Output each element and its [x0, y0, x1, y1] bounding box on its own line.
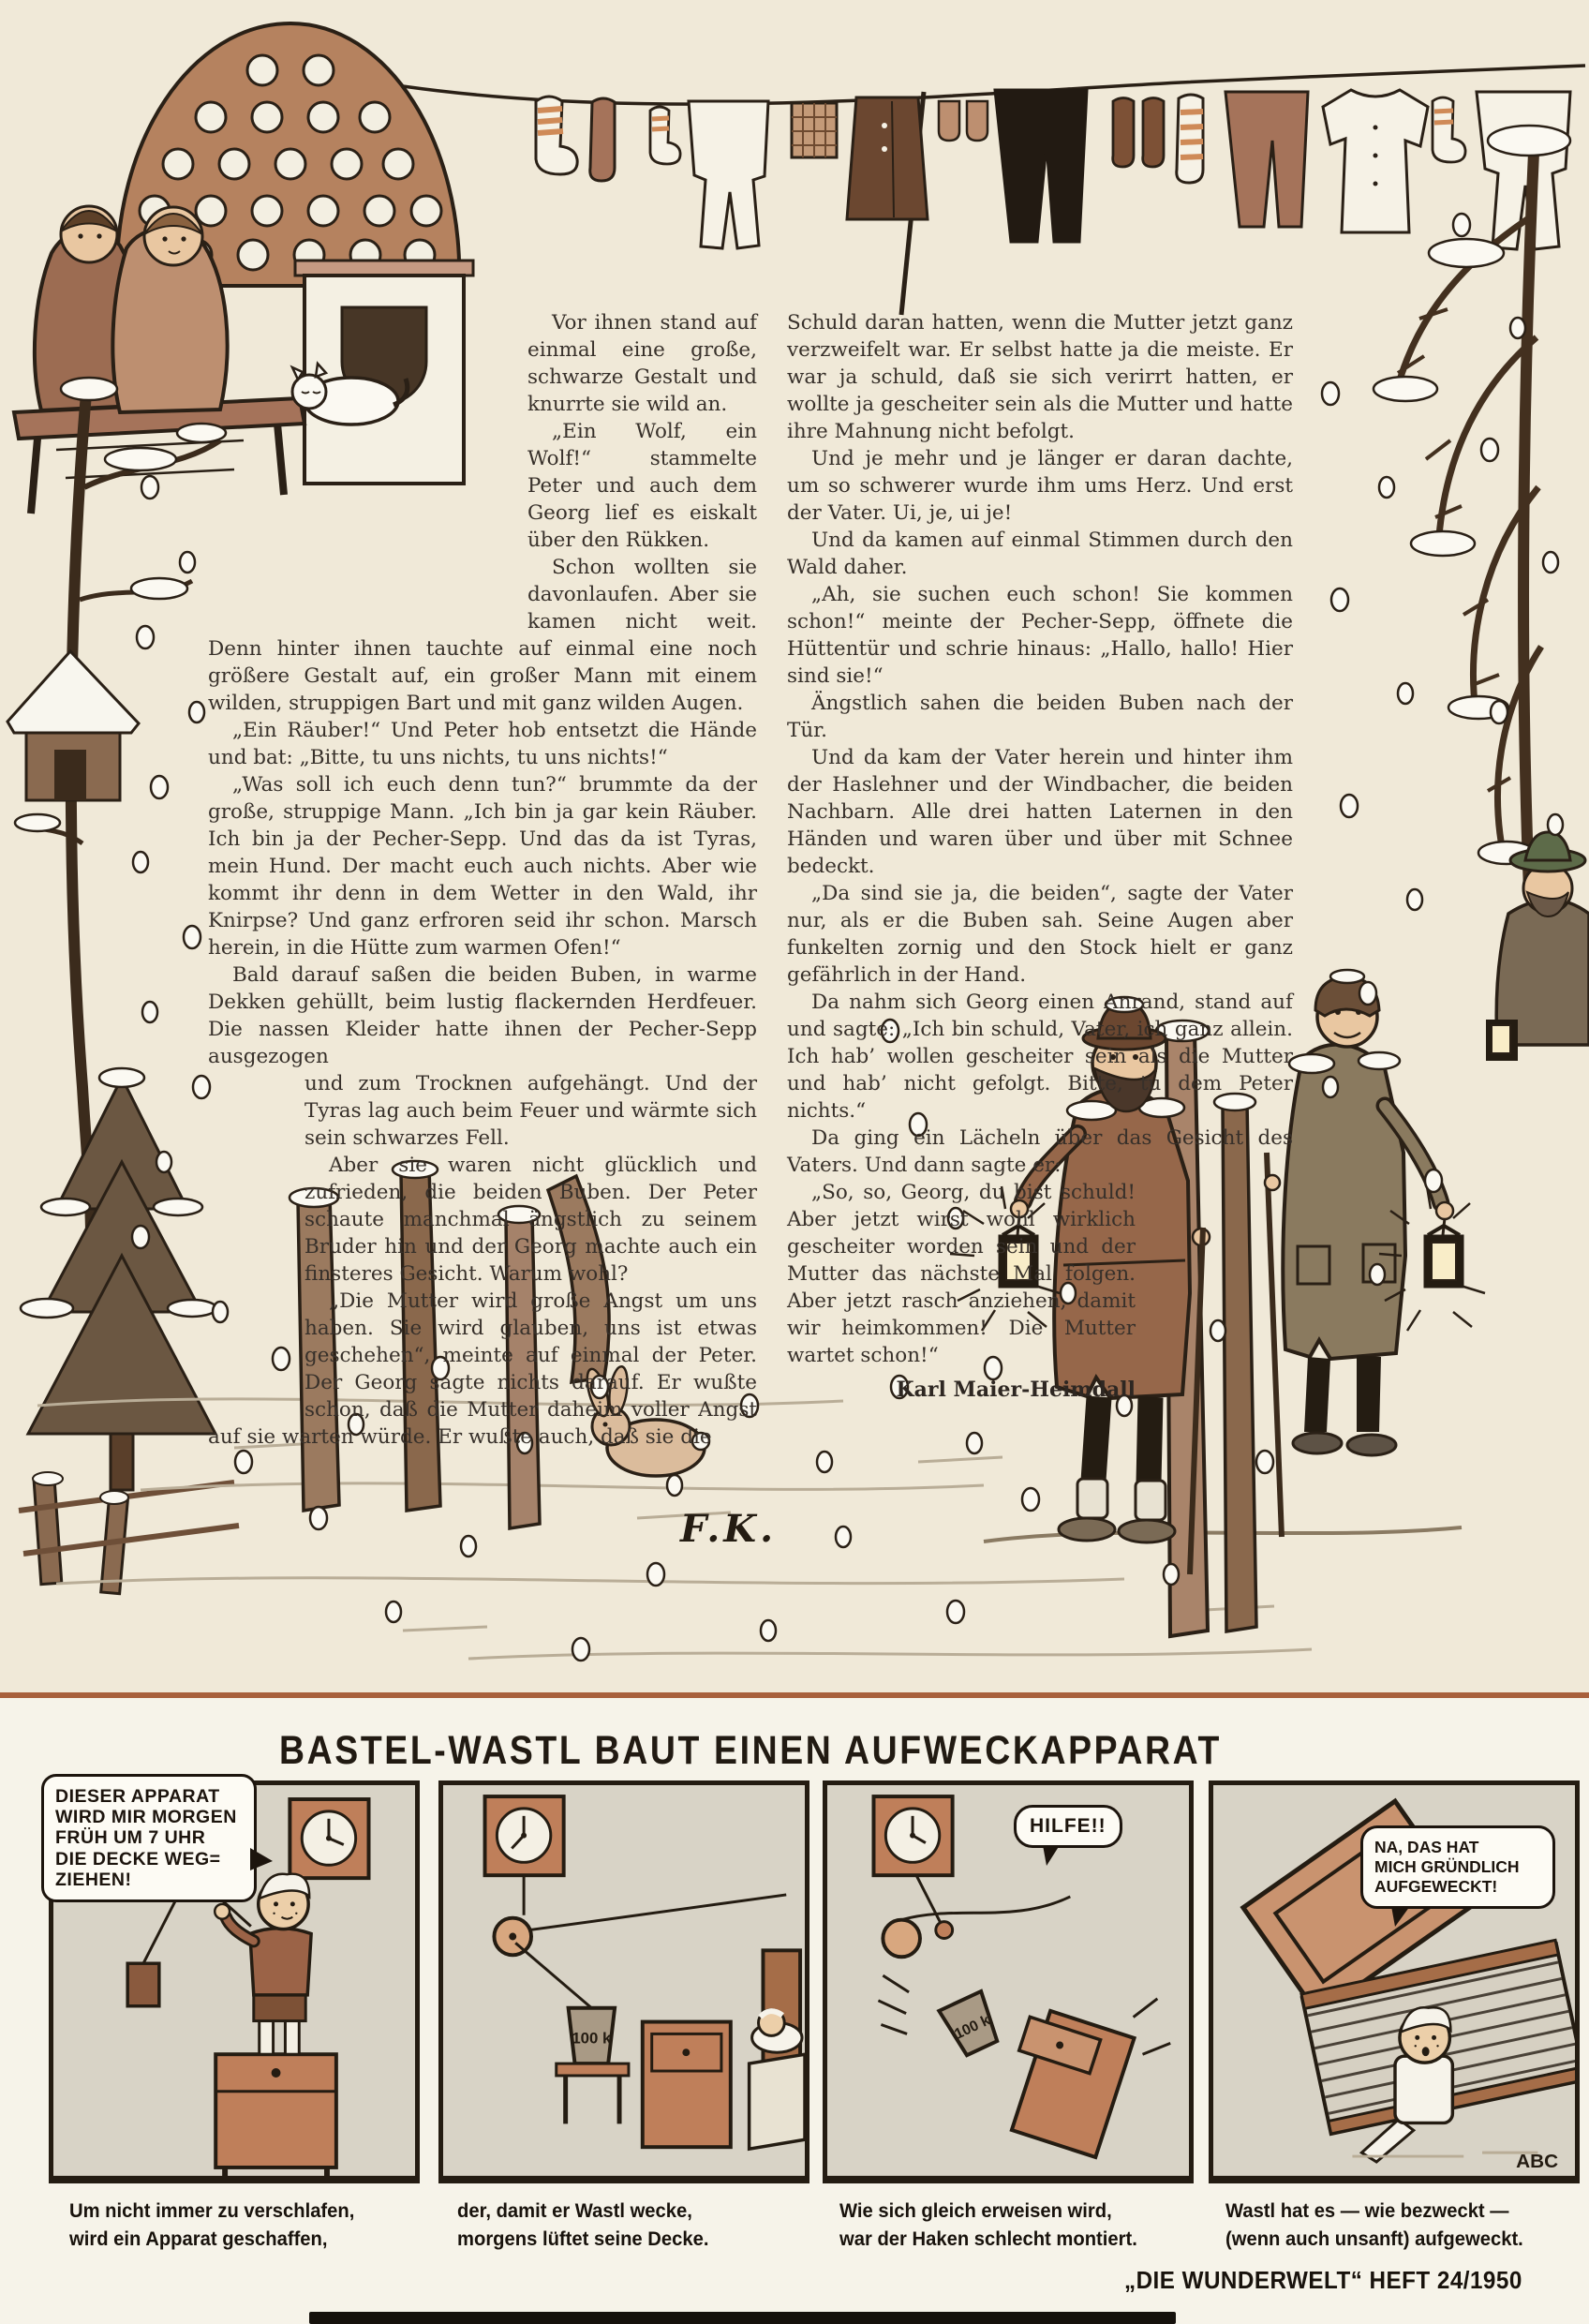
man-partial-illustration	[1486, 832, 1589, 1061]
story-paragraph: Ängstlich sahen die beiden Buben nach der Tür.	[787, 692, 1293, 742]
speech-bubble-hilfe: HILFE!!	[1014, 1805, 1122, 1848]
stove-illustration-spacer	[208, 309, 517, 611]
nightstand	[643, 2022, 731, 2148]
laundry-stocking	[590, 98, 615, 181]
caption-line: wird ein Apparat geschaffen,	[69, 2227, 328, 2250]
caption-line: Wastl hat es — wie bezweckt —	[1225, 2199, 1509, 2222]
laundry-striped-stocking	[1177, 95, 1203, 183]
cartoonist-signature: ABC	[1516, 2150, 1559, 2172]
caption-line: war der Haken schlecht montiert.	[839, 2227, 1137, 2250]
comic-panel-3-art	[827, 1785, 1189, 2179]
caption-line: der, damit er Wastl wecke,	[457, 2199, 692, 2222]
magazine-footer: „DIE WUNDERWELT“ HEFT 24/1950	[1124, 2268, 1522, 2294]
laundry-shirt	[1323, 90, 1428, 232]
clock-icon	[873, 1796, 952, 1875]
story-column-2	[787, 309, 1293, 1451]
panel-1-caption	[69, 2197, 404, 2253]
story-paragraph: Aber sie waren nicht glücklich und zufrieden, die beiden Buben. Der Peter schaute manchmal ängstlich zu seinem Bruder hin und der Georg machte auch ein finsteres Gesicht. Warum wohl?	[304, 1154, 757, 1286]
laundry-sock	[1433, 97, 1465, 162]
speech-bubble-1: DIESER APPARAT WIRD MIR MORGEN FRÜH UM 7 UHR DIE DECKE WEG= ZIEHEN!	[41, 1774, 257, 1902]
story-paragraph: Schuld daran hatten, wenn die Mutter jetzt ganz verzweifelt war. Er selbst hatte ja die meiste. Er war ja schuld, daß sie sich verirrt hatten, er wollte ja gescheiter sein als die Mutter und hatte ihre Mahnung nicht befolgt.	[787, 311, 1293, 443]
story-paragraph: „Die Mutter wird große Angst um uns haben. Sie wird glauben, uns ist etwas geschehen“, meinte auf einmal der Peter. Der Georg sagte nichts darauf. Er wußte schon, daß die Mutter daheim voller Angst auf sie warten würde. Er wußte auch, daß sie die	[208, 1289, 757, 1449]
story-paragraph: Und da kamen auf einmal Stimmen durch den Wald daher.	[787, 529, 1293, 579]
men-illustration-spacer	[1147, 1179, 1293, 1423]
caption-line: Um nicht immer zu verschlafen,	[69, 2199, 355, 2222]
story-paragraph: „Da sind sie ja, die beiden“, sagte der Vater nur, als er die Buben sah. Seine Augen aber funkelten zornig und den Stock hielt er ganz gefährlich in der Hand.	[787, 882, 1293, 987]
caption-line: (wenn auch unsanft) aufgeweckt.	[1225, 2227, 1523, 2250]
speech-bubble-4: NA, DAS HAT MICH GRÜNDLICH AUFGEWECKT!	[1360, 1825, 1555, 1909]
story-paragraph: Da nahm sich Georg einen Anrand, stand auf und sagte: „Ich bin schuld, Vater, ich ganz allein. Ich hab’ wollen gescheiter sein als die Mutter und hab’ nicht gefolgt. Bitte, tu dem Peter nichts.“	[787, 991, 1293, 1123]
caption-line: Wie sich gleich erweisen wird,	[839, 2199, 1112, 2222]
story-paragraph: Und je mehr und je länger er daran dachte, um so schwerer wurde ihm ums Herz. Und erst der Vater. Ui, je, ui je!	[787, 447, 1293, 525]
story-paragraph: „Ah, sie suchen euch schon! Sie kommen schon!“ meinte der Pecher-Sepp, öffnete die Hüttentür und schrie hinaus: „Hallo, hallo! Hier sind sie!“	[787, 583, 1293, 688]
story-paragraph: Schon wollten sie davonlaufen. Aber sie kamen nicht weit. Denn hinter ihnen tauchte auf einmal eine noch größere Gestalt auf, ein großer Mann mit einem wilden, struppigen Bart und mit ganz wilden Augen.	[208, 556, 757, 715]
weight	[569, 2008, 615, 2063]
laundry-socks-pair	[1113, 98, 1164, 168]
caption-line: morgens lüftet seine Decke.	[457, 2227, 709, 2250]
story-paragraph: Vor ihnen stand auf einmal eine große, schwarze Gestalt und knurrte sie wild an.	[527, 311, 757, 416]
clock-icon	[290, 1799, 368, 1878]
panel-2-caption	[457, 2197, 792, 2253]
illustrator-signature: F.K.	[680, 1507, 777, 1551]
story-paragraph: „Ein Wolf, ein Wolf!“ stammelte Peter und auch dem Georg lief es eiskalt über den Rükken.	[527, 420, 757, 552]
comic-panel-3	[823, 1780, 1194, 2183]
laundry-small-sock	[650, 107, 680, 164]
story-paragraph: Und da kam der Vater herein und hinter ihm der Haslehner und der Windbacher, die beiden Nachbarn. Alle drei hatten Laternen in den Händen und waren über und über mit Schnee bedeckt.	[787, 746, 1293, 878]
nightstand	[215, 2054, 336, 2179]
clock-icon	[485, 1796, 564, 1875]
tree-illustration-spacer	[208, 1070, 292, 1417]
panel-4-caption	[1225, 2197, 1560, 2253]
comic-panel-2-art	[443, 1785, 805, 2179]
scan-edge-bar	[309, 2312, 1176, 2324]
comic-panel-2	[438, 1780, 809, 2183]
laundry-black-trousers	[995, 90, 1087, 242]
weight-label: 100 k	[952, 2012, 993, 2043]
author-byline: Karl Maier-Heimdall	[896, 1378, 1136, 1402]
laundry-checkered-mitt	[792, 103, 837, 157]
comic-title: BASTEL-WASTL BAUT EINEN AUFWECKAPPARAT	[279, 1728, 1222, 1773]
laundry-mitts	[939, 101, 988, 141]
story-paragraph: Bald darauf saßen die beiden Buben, in warme Dekken gehüllt, beim lustig flackernden Herdfeuer. Die nassen Kleider hatte ihnen der Pecher-Sepp ausgezogen	[208, 963, 757, 1068]
story-paragraph: „So, so, Georg, du bist schuld! Aber jetzt wirst wohl wirklich gescheiter worden sein und der Mutter das nächste Mal folgen. Aber jetzt rasch anziehen, damit wir heimkommen! Die Mutter wartet schon!“	[787, 1181, 1136, 1367]
weight-label: 100 k	[572, 2029, 612, 2048]
laundry-brown-trousers	[1225, 92, 1308, 227]
story-paragraph: „Was soll ich euch denn tun?“ brummte da der große, struppige Mann. „Ich bin ja gar kein Räuber. Ich bin ja der Pecher-Sepp. Und das da ist Tyras, mein Hund. Der macht euch auch nichts. Aber wie kommt ihr denn in dem Wetter in den Wald, ihr Knirpse? Und ganz erfroren seid ihr schon. Marsch herein, in die Hütte zum warmen Ofen!“	[208, 773, 757, 960]
story-paragraph: Da ging ein Lächeln über das Gesicht des Vaters. Und dann sagte er:	[787, 1126, 1293, 1177]
story-paragraph: und zum Trocknen aufgehängt. Und der Tyras lag auch beim Feuer und wärmte sich sein schwarzes Fell.	[304, 1072, 757, 1150]
laundry-dark-coat	[847, 97, 928, 219]
man-with-lantern-2	[1265, 970, 1485, 1537]
laundry-striped-sock	[536, 97, 577, 174]
laundry-union-suit	[689, 101, 768, 248]
story-text	[208, 309, 1293, 1451]
story-paragraph: „Ein Räuber!“ Und Peter hob entsetzt die Hände und bat: „Bitte, tu uns nichts, tu uns nichts!“	[208, 719, 757, 769]
left-trees-illustration	[7, 378, 239, 1594]
story-column-1	[208, 309, 757, 1451]
clothesline-illustration	[403, 66, 1585, 315]
panel-3-caption	[839, 2197, 1174, 2253]
